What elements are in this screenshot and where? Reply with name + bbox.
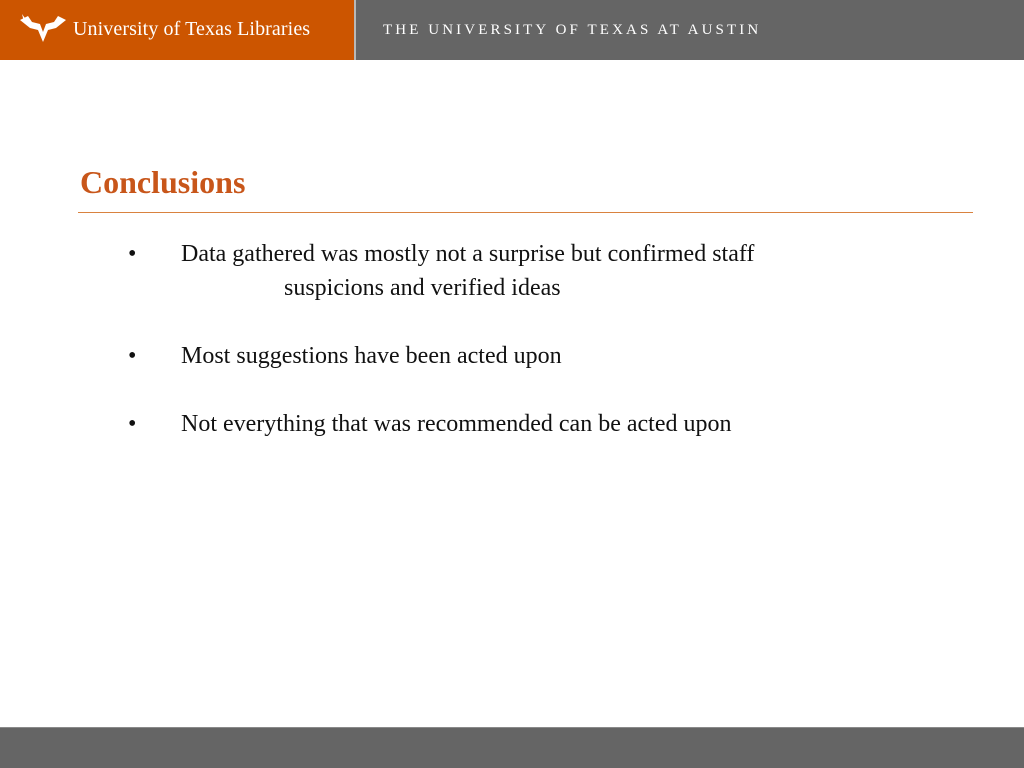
- bullet-dot: •: [128, 241, 137, 267]
- bullet-dot: •: [128, 411, 137, 437]
- bullet-text: Data gathered was mostly not a surprise but confirmed staff: [181, 241, 755, 267]
- slide-title: Conclusions: [80, 164, 246, 200]
- bullet-text: Most suggestions have been acted upon: [181, 343, 562, 369]
- footer-bar: [0, 728, 1024, 768]
- bullet-text: Not everything that was recommended can be acted upon: [181, 411, 732, 437]
- library-name: University of Texas Libraries: [73, 18, 311, 40]
- university-name: THE UNIVERSITY OF TEXAS AT AUSTIN: [383, 22, 762, 38]
- bullet-text-continued: suspicions and verified ideas: [284, 275, 561, 301]
- bullet-dot: •: [128, 343, 137, 369]
